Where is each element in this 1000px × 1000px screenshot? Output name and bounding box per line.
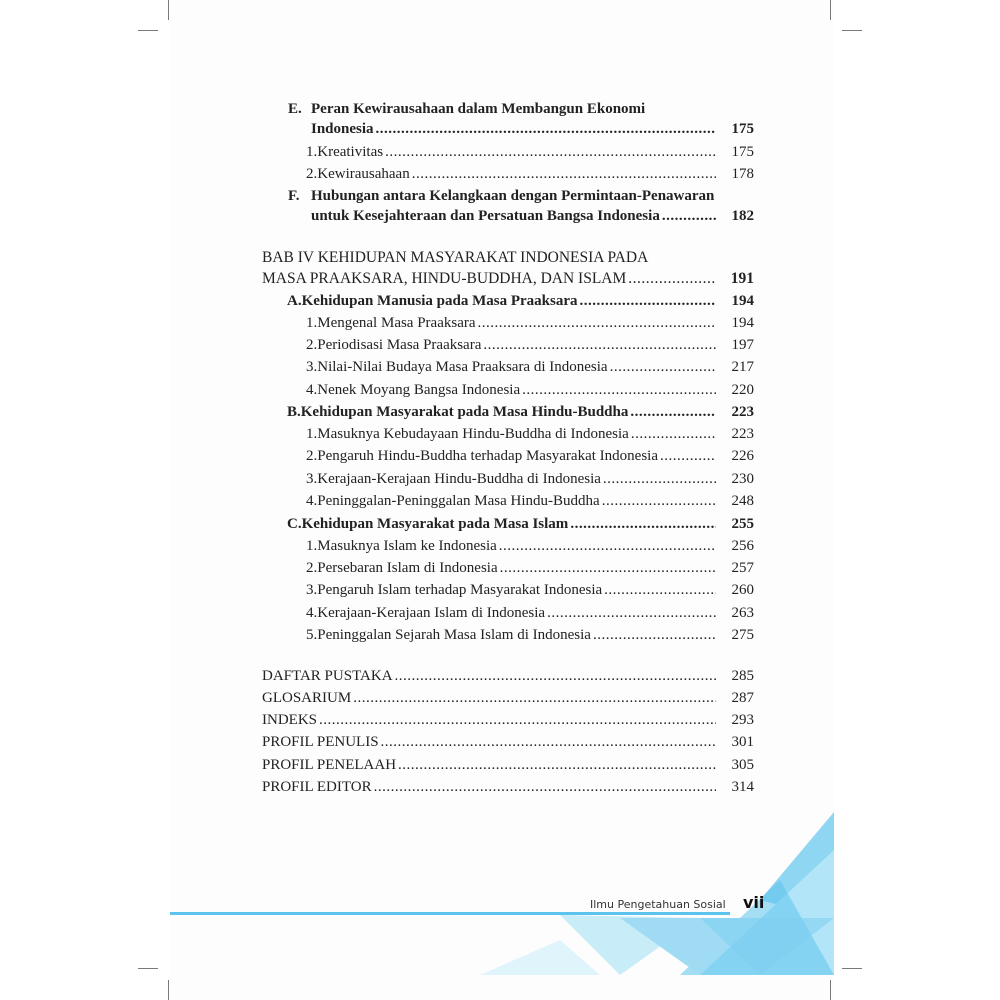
toc-entry[interactable] — [306, 312, 754, 334]
toc-page-number: 175 — [731, 144, 754, 160]
toc-entry[interactable] — [306, 624, 754, 646]
toc-entry[interactable] — [262, 754, 754, 776]
toc-item-number: 5. — [306, 627, 318, 643]
toc-entry-title: Masuknya Kebudayaan Hindu-Buddha di Indonesia — [317, 426, 629, 442]
toc-entry-title: Masuknya Islam ke Indonesia — [317, 538, 497, 554]
toc-item-number: 2. — [306, 166, 318, 182]
toc-entry[interactable] — [306, 423, 754, 445]
toc-page-number: 255 — [731, 516, 754, 532]
toc-page-number: 314 — [731, 779, 754, 795]
dot-leader — [522, 379, 716, 401]
toc-page-number: 260 — [731, 582, 754, 598]
toc-page-number: 275 — [731, 627, 754, 643]
toc-letter: E. — [288, 101, 302, 117]
toc-entry[interactable] — [287, 401, 754, 423]
toc-entry-title: Kerajaan-Kerajaan Islam di Indonesia — [317, 605, 546, 621]
dot-leader — [660, 445, 716, 467]
toc-entry-title: PROFIL EDITOR — [262, 779, 372, 795]
toc-page-number: 301 — [731, 734, 754, 750]
toc-page-number: 223 — [731, 426, 754, 442]
dot-leader — [374, 776, 716, 798]
toc-item-number: 2. — [306, 448, 318, 464]
toc-entry-title: MASA PRAAKSARA, HINDU-BUDDHA, DAN ISLAM — [262, 270, 627, 287]
dot-leader — [381, 731, 716, 753]
toc-page-number: 220 — [731, 382, 754, 398]
toc-entry[interactable] — [306, 379, 754, 401]
toc-entry-title: Nilai-Nilai Budaya Masa Praaksara di Indonesia — [317, 359, 608, 375]
toc-entry[interactable] — [306, 356, 754, 378]
toc-page-number: 285 — [731, 668, 754, 684]
toc-page-number: 256 — [731, 538, 754, 554]
dot-leader — [602, 490, 716, 512]
dot-leader — [547, 602, 716, 624]
dot-leader — [499, 535, 716, 557]
toc-entry-title: Kewirausahaan — [317, 166, 410, 182]
toc-entry-title: Nenek Moyang Bangsa Indonesia — [317, 382, 521, 398]
toc-entry[interactable] — [311, 205, 754, 227]
toc-page-number: 230 — [731, 471, 754, 487]
toc-item-number: 3. — [306, 471, 318, 487]
toc-entry-title: Kreativitas — [317, 144, 384, 160]
toc-entry-title: Pengaruh Islam terhadap Masyarakat Indonesia — [317, 582, 603, 598]
toc-entry-title: Kehidupan Masyarakat pada Masa Islam — [301, 516, 569, 532]
toc-page-number: 194 — [731, 293, 754, 309]
toc-letter: A. — [287, 293, 302, 309]
dot-leader — [631, 423, 716, 445]
toc-entry[interactable] — [306, 445, 754, 467]
toc-page-number: 263 — [731, 605, 754, 621]
dot-leader — [398, 754, 716, 776]
toc-page-number: 194 — [731, 315, 754, 331]
toc-entry[interactable] — [306, 163, 754, 185]
toc-entry[interactable] — [306, 468, 754, 490]
dot-leader — [412, 163, 716, 185]
toc-entry[interactable] — [287, 513, 754, 535]
toc-entry-title: Mengenal Masa Praaksara — [317, 315, 476, 331]
toc-entry[interactable] — [262, 776, 754, 798]
toc-entry-title: PROFIL PENELAAH — [262, 757, 397, 773]
dot-leader — [610, 356, 716, 378]
toc-entry-title: DAFTAR PUSTAKA — [262, 668, 393, 684]
toc-page-number: 178 — [731, 166, 754, 182]
footer-page-number: vii — [743, 893, 765, 912]
toc-entry-title: untuk Kesejahteraan dan Persatuan Bangsa Indonesia — [311, 208, 660, 224]
toc-letter: F. — [288, 188, 300, 204]
toc-letter: C. — [287, 516, 302, 532]
toc-entry-title: Persebaran Islam di Indonesia — [317, 560, 498, 576]
toc-entry-title: Peninggalan Sejarah Masa Islam di Indonesia — [317, 627, 591, 643]
dot-leader — [395, 665, 716, 687]
toc-page-number: 305 — [731, 757, 754, 773]
toc-page-number: 257 — [731, 560, 754, 576]
toc-entry[interactable] — [306, 579, 754, 601]
toc-item-number: 3. — [306, 582, 318, 598]
toc-page-number: 191 — [730, 270, 754, 287]
toc-item-number: 3. — [306, 359, 318, 375]
toc-entry-title: Periodisasi Masa Praaksara — [317, 337, 482, 353]
toc-letter: B. — [287, 404, 301, 420]
toc-page-number: 293 — [731, 712, 754, 728]
toc-entry[interactable] — [262, 709, 754, 731]
toc-page-number: 217 — [731, 359, 754, 375]
dot-leader — [353, 687, 716, 709]
toc-entry[interactable] — [306, 557, 754, 579]
toc-item-number: 2. — [306, 560, 318, 576]
toc-item-number: 1. — [306, 426, 318, 442]
toc-heading: Peran Kewirausahaan dalam Membangun Ekonomi — [311, 101, 646, 117]
toc-page-number: 248 — [731, 493, 754, 509]
toc-entry[interactable] — [306, 535, 754, 557]
toc-item-number: 4. — [306, 605, 318, 621]
toc-entry[interactable] — [287, 290, 754, 312]
toc-entry-title: INDEKS — [262, 712, 317, 728]
toc-page-number: 182 — [731, 208, 754, 224]
toc-entry-title: Kerajaan-Kerajaan Hindu-Buddha di Indonesia — [317, 471, 601, 487]
toc-item-number: 1. — [306, 144, 318, 160]
dot-leader — [319, 709, 716, 731]
chapter-heading: BAB IV KEHIDUPAN MASYARAKAT INDONESIA PADA — [262, 249, 649, 266]
dot-leader — [376, 118, 716, 140]
toc-heading: Hubungan antara Kelangkaan dengan Permintaan-Penawaran — [311, 188, 715, 204]
toc-entry[interactable] — [262, 268, 754, 290]
toc-entry-title: Kehidupan Manusia pada Masa Praaksara — [301, 293, 578, 309]
toc-entry[interactable] — [311, 118, 754, 140]
toc-page-number: 175 — [731, 121, 754, 137]
dot-leader — [385, 141, 716, 163]
dot-leader — [593, 624, 716, 646]
dot-leader — [630, 401, 716, 423]
dot-leader — [628, 268, 716, 290]
toc-entry[interactable] — [262, 731, 754, 753]
footer-book-title: Ilmu Pengetahuan Sosial — [590, 898, 726, 911]
toc-entry-title: Indonesia — [311, 121, 374, 137]
toc-entry-title: Pengaruh Hindu-Buddha terhadap Masyarakat Indonesia — [317, 448, 658, 464]
toc-item-number: 1. — [306, 538, 318, 554]
toc-item-number: 2. — [306, 337, 318, 353]
dot-leader — [662, 205, 716, 227]
toc-page-number: 197 — [731, 337, 754, 353]
toc-entry-title: PROFIL PENULIS — [262, 734, 379, 750]
toc-entry[interactable] — [262, 687, 754, 709]
dot-leader — [604, 579, 716, 601]
dot-leader — [603, 468, 716, 490]
toc-entry-title: Kehidupan Masyarakat pada Masa Hindu-Buddha — [300, 404, 629, 420]
toc-page-number: 226 — [731, 448, 754, 464]
dot-leader — [478, 312, 716, 334]
dot-leader — [570, 513, 716, 535]
toc-page-number: 223 — [731, 404, 754, 420]
footer-rule — [170, 912, 730, 915]
toc-entry[interactable] — [262, 665, 754, 687]
dot-leader — [500, 557, 716, 579]
toc-entry[interactable] — [306, 141, 754, 163]
toc-entry[interactable] — [306, 602, 754, 624]
toc-entry[interactable] — [306, 334, 754, 356]
toc-entry-title: GLOSARIUM — [262, 690, 352, 706]
toc-entry-title: Peninggalan-Peninggalan Masa Hindu-Buddha — [317, 493, 600, 509]
toc-page-number: 287 — [731, 690, 754, 706]
toc-item-number: 1. — [306, 315, 318, 331]
toc-item-number: 4. — [306, 493, 318, 509]
toc-item-number: 4. — [306, 382, 318, 398]
toc-entry[interactable] — [306, 490, 754, 512]
dot-leader — [483, 334, 716, 356]
dot-leader — [579, 290, 716, 312]
